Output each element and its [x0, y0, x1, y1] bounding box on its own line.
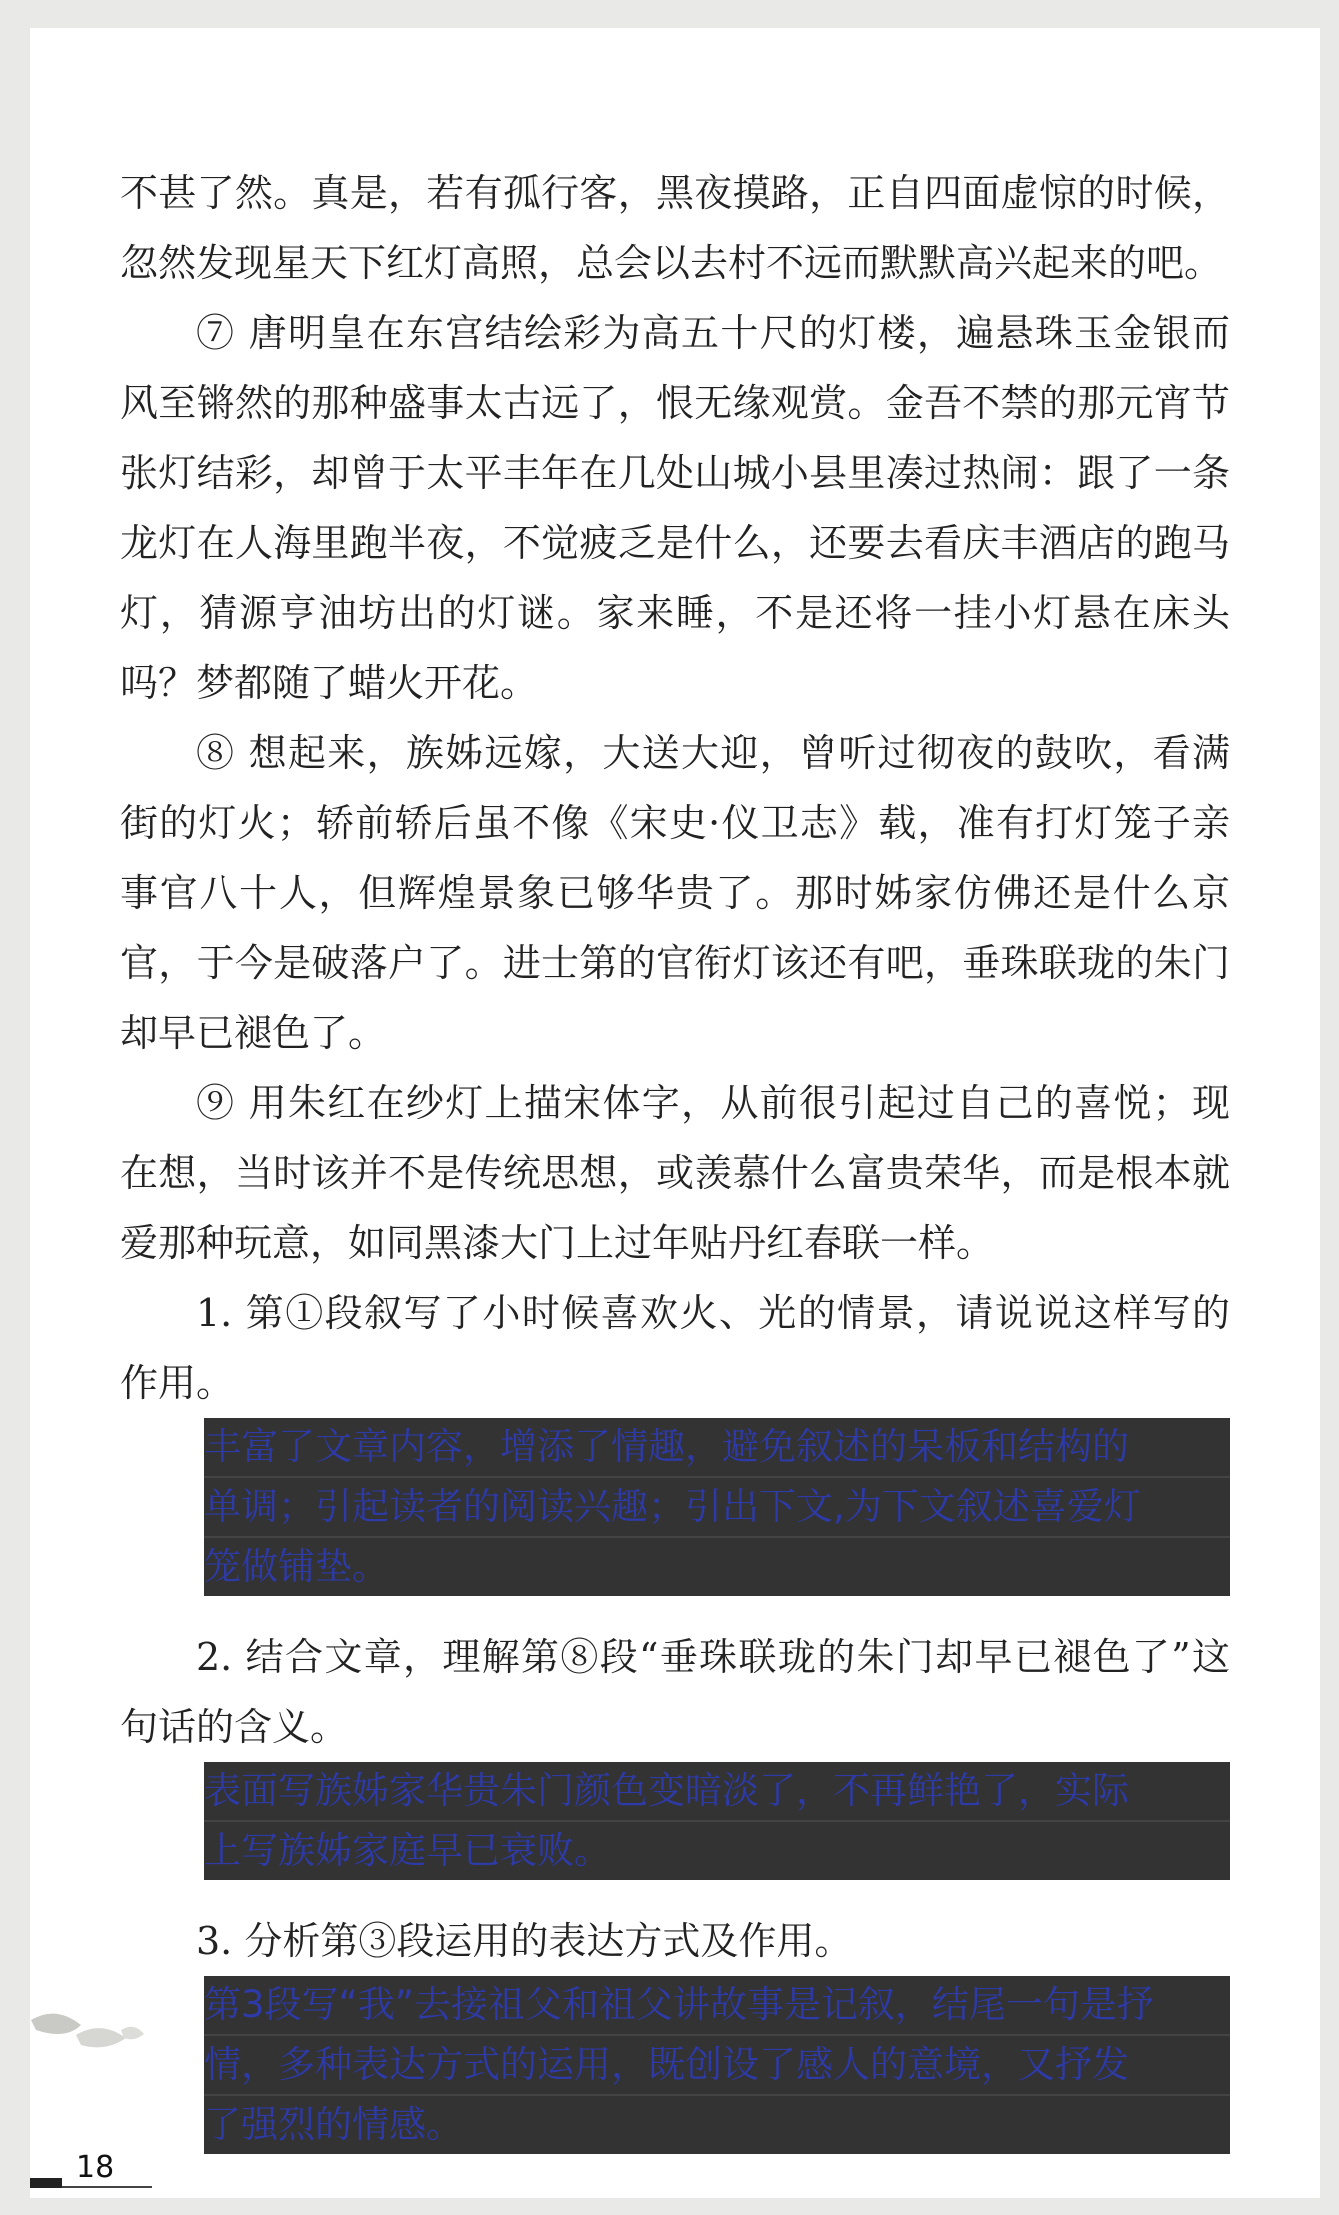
- answer-line: 表面写族姊家华贵朱门颜色变暗淡了，不再鲜艳了，实际: [204, 1762, 1230, 1822]
- answer-3: [204, 1976, 1230, 2154]
- answer-line: 了强烈的情感。: [204, 2103, 463, 2146]
- paragraph-9: ⑨ 用朱红在纱灯上描宋体字，从前很引起过自己的喜悦；现在想，当时该并不是传统思想，或羡慕什么富贵荣华，而是根本就爱那种玩意，如同黑漆大门上过年贴丹红春联一样。: [120, 1081, 1230, 1265]
- answer-line: 上写族姊家庭早已衰败。: [204, 1829, 611, 1872]
- paragraph-7: ⑦ 唐明皇在东宫结绘彩为高五十尺的灯楼，遍悬珠玉金银而风至锵然的那种盛事太古远了，恨无缘观赏。金吾不禁的那元宵节张灯结彩，却曾于太平丰年在几处山城小县里凑过热闹：跟了一条龙灯在人海里跑半夜，不觉疲乏是什么，还要去看庆丰酒店的跑马灯，猜源亨油坊出的灯谜。家来睡，不是还将一挂小灯悬在床头吗？梦都随了蜡火开花。: [120, 311, 1230, 705]
- question-3: 3. 分析第③段运用的表达方式及作用。: [196, 1919, 853, 1963]
- leaf-decoration-icon: [26, 2000, 146, 2060]
- page-content: [120, 158, 1230, 2154]
- paragraph-8: ⑧ 想起来，族姊远嫁，大送大迎，曾听过彻夜的鼓吹，看满街的灯火；轿前轿后虽不像《宋史·仪卫志》载，准有打灯笼子亲事官八十人，但辉煌景象已够华贵了。那时姊家仿佛还是什么京官，于今是破落户了。进士第的官衔灯该还有吧，垂珠联珑的朱门却早已褪色了。: [120, 731, 1230, 1055]
- question-2: 2. 结合文章，理解第⑧段“垂珠联珑的朱门却早已褪色了”这句话的含义。: [120, 1635, 1230, 1749]
- page-number: 18: [76, 2150, 115, 2185]
- answer-line: 情，多种表达方式的运用，既创设了感人的意境，又抒发: [204, 2036, 1230, 2096]
- spacer: [120, 1880, 1230, 1906]
- answer-2: [204, 1762, 1230, 1880]
- page-number-rule: [62, 2186, 152, 2188]
- question-1: 1. 第①段叙写了小时候喜欢火、光的情景，请说说这样写的作用。: [120, 1291, 1230, 1405]
- answer-line: 笼做铺垫。: [204, 1545, 389, 1588]
- paragraph-continued: 不甚了然。真是，若有孤行客，黑夜摸路，正自四面虚惊的时候，忽然发现星天下红灯高照，总会以去村不远而默默高兴起来的吧。: [120, 171, 1230, 285]
- answer-line: 丰富了文章内容，增添了情趣，避免叙述的呆板和结构的: [204, 1418, 1230, 1478]
- page-number-area: [30, 2150, 130, 2190]
- page-number-bar: [30, 2178, 62, 2188]
- answer-1: [204, 1418, 1230, 1596]
- answer-line: 单调；引起读者的阅读兴趣；引出下文,为下文叙述喜爱灯: [204, 1478, 1230, 1538]
- spacer: [120, 1596, 1230, 1622]
- answer-line: 第3段写“我”去接祖父和祖父讲故事是记叙，结尾一句是抒: [204, 1976, 1230, 2036]
